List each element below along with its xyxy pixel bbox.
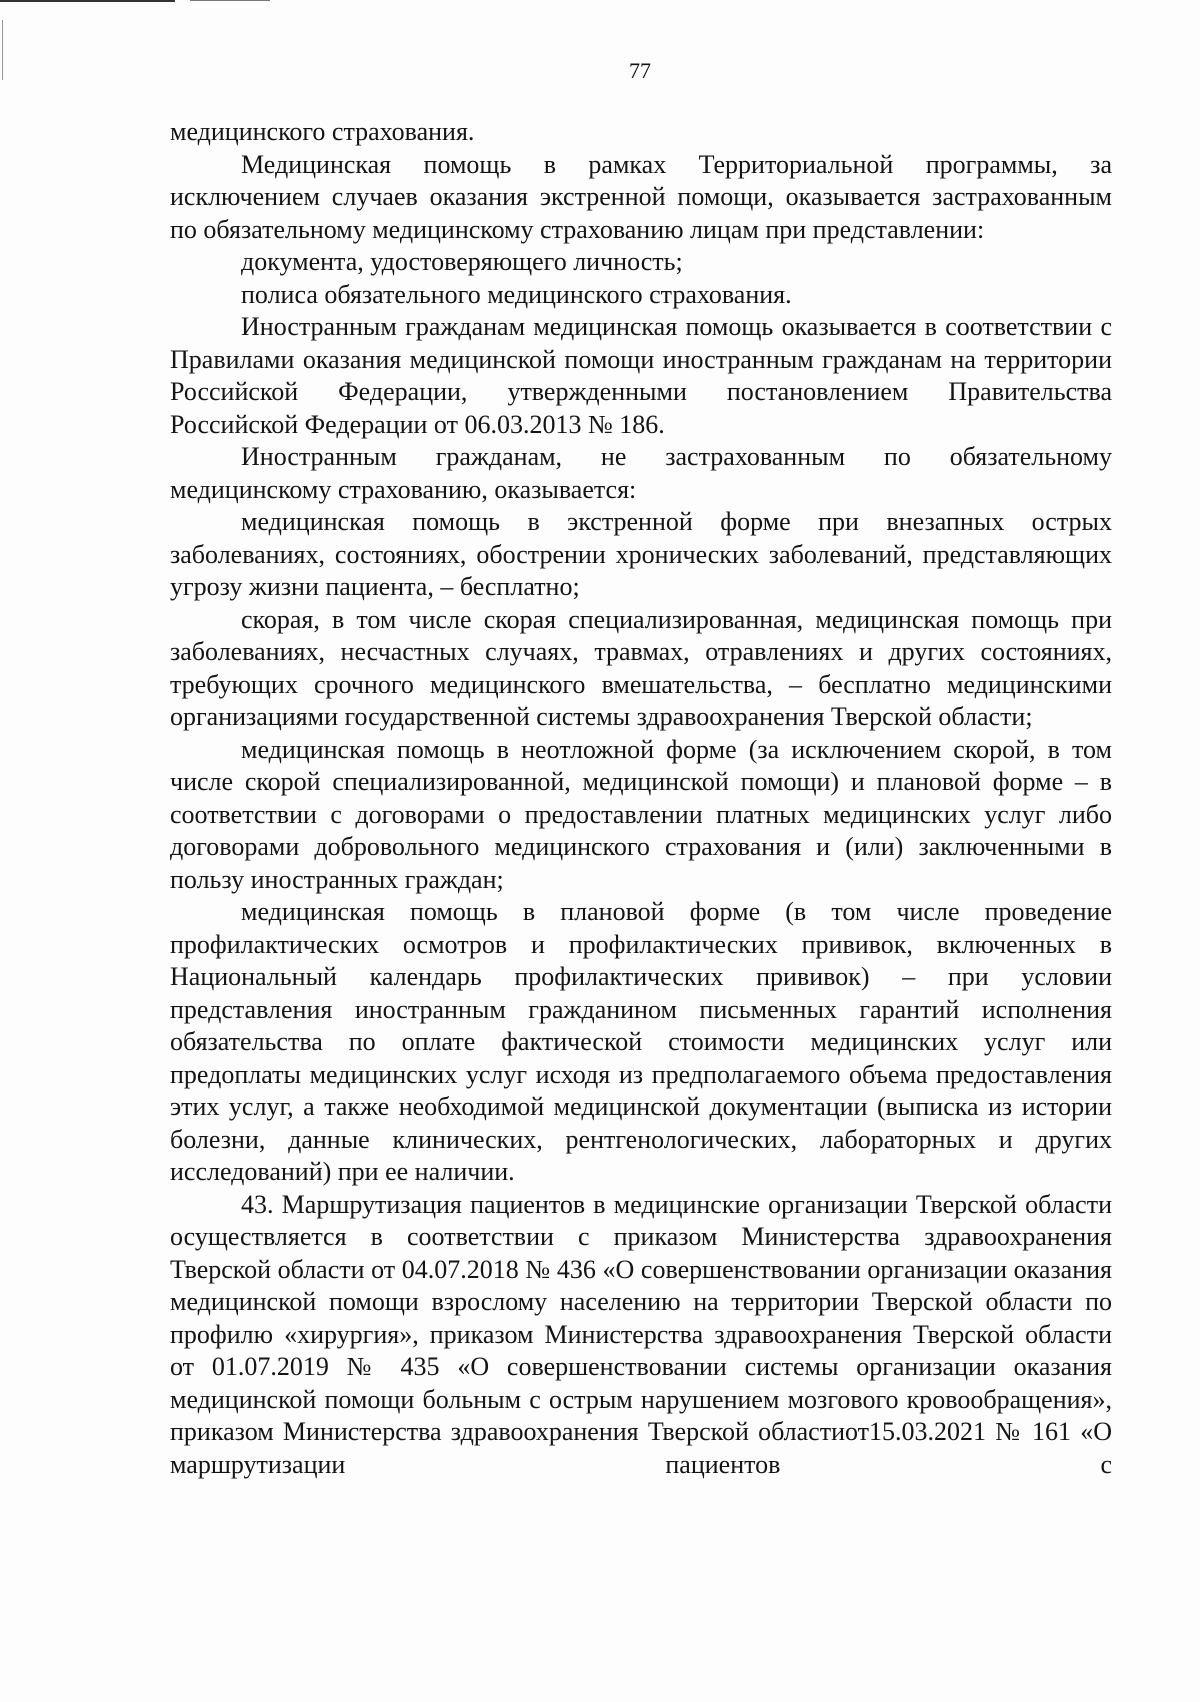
paragraph: медицинская помощь в неотложной форме (за исключением скорой, в том числе скорой специализированной, медицинской помощи) и плановой форме – в соответствии с договорами о предоставлении платных медицинских услуг либо договорами добровольного медицинского страхования и (или) заключенными в пользу иностранных граждан; <box>170 734 1112 894</box>
paragraph: медицинского страхования. <box>170 117 475 146</box>
paragraph: полиса обязательного медицинского страхования. <box>241 279 792 309</box>
paragraph: документа, удостоверяющего личность; <box>241 247 683 276</box>
document-body <box>170 116 1112 1481</box>
scan-artifact-top-line-2 <box>190 0 270 1</box>
page-number: 77 <box>629 58 651 83</box>
paragraph: Иностранным гражданам медицинская помощь оказывается в соответствии с Правилами оказания медицинской помощи иностранным гражданам на территории Российской Федерации, утвержденными постановлением Правительства Российской Федерации от 06.03.2013 № 186. <box>170 312 1112 439</box>
paragraph: Иностранным гражданам, не застрахованным по обязательному медицинскому страхованию, оказывается: <box>170 442 1112 504</box>
paragraph: медицинская помощь в плановой форме (в том числе проведение профилактических осмотров и профилактических прививок, включенных в Национальный календарь профилактических прививок) – при условии представления иностранным гражданином письменных гарантий исполнения обязательства по оплате фактической стоимости медицинских услуг или предоплаты медицинских услуг исходя из предполагаемого объема предоставления этих услуг, а также необходимой медицинской документации (выписка из истории болезни, данные клинических, рентгенологических, лабораторных и других исследований) при ее наличии. <box>170 897 1112 1186</box>
paragraph: Медицинская помощь в рамках Территориальной программы, за исключением случаев оказания экстренной помощи, оказывается застрахованным по обязательному медицинскому страхованию лицам при представлении: <box>170 149 1112 244</box>
paragraph-section-43: 43. Маршрутизация пациентов в медицинские организации Тверской области осуществляется в соответствии с приказом Министерства здравоохранения Тверской области от 04.07.2018 № 436 «О совершенствовании организации оказания медицинской помощи взрослому населению на территории Тверской области по профилю «хирургия», приказом Министерства здравоохранения Тверской области от 01.07.2019 № 435 «О совершенствовании системы организации оказания медицинской помощи больным с острым нарушением мозгового кровообращения», приказом Министерства здравоохранения Тверской областиот15.03.2021 № 161 «О маршрутизации пациентов с <box>170 1189 1112 1479</box>
paragraph: скорая, в том числе скорая специализированная, медицинская помощь при заболеваниях, несчастных случаях, травмах, отравлениях и других состояниях, требующих срочного медицинского вмешательства, – бесплатно медицинскими организациями государственной системы здравоохранения Тверской области; <box>170 604 1112 731</box>
scan-artifact-top-line <box>0 0 175 2</box>
paragraph: медицинская помощь в экстренной форме при внезапных острых заболеваниях, состояниях, обострении хронических заболеваний, представляющих угрозу жизни пациента, – бесплатно; <box>170 507 1112 601</box>
